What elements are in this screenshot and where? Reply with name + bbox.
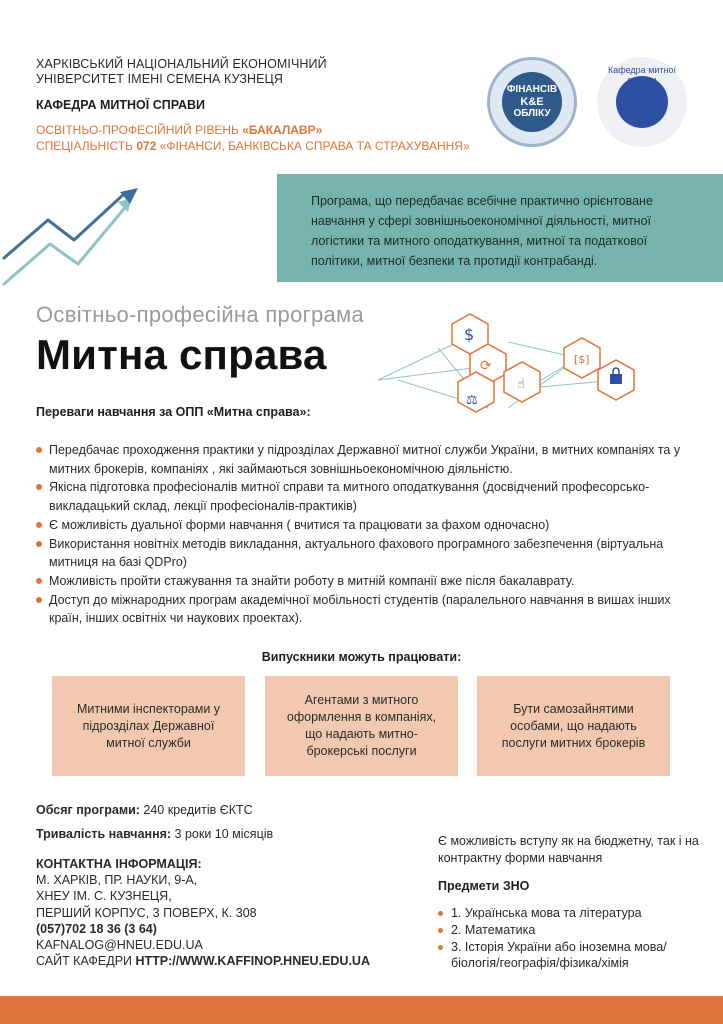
bullet-icon: [438, 928, 443, 933]
bullet-icon: [36, 597, 42, 603]
department-name: КАФЕДРА МИТНОЇ СПРАВИ: [36, 98, 205, 112]
growth-arrows-icon: [0, 186, 150, 296]
bullet-icon: [36, 578, 42, 584]
bullet-icon: [438, 945, 443, 950]
email-link[interactable]: KAFNALOG@HNEU.EDU.UA: [36, 938, 203, 953]
advantages-heading: Переваги навчання за ОПП «Митна справа»:: [36, 405, 311, 419]
university-name: ХАРКІВСЬКИЙ НАЦІОНАЛЬНИЙ ЕКОНОМІЧНИЙ УНІВЕРСИТЕТ ІМЕНІ СЕМЕНА КУЗНЕЦЯ: [36, 57, 327, 86]
svg-text:⟳: ⟳: [480, 358, 492, 374]
program-title: Митна справа: [36, 331, 327, 378]
advantages-list: [36, 441, 686, 628]
list-item: Якісна підготовка професіоналів митної справи та митного оподаткування (досвідчений професорсько-викладацький склад, лекції професіоналів-практиків): [36, 478, 686, 515]
zno-heading: Предмети ЗНО: [438, 879, 530, 893]
bullet-icon: [36, 447, 42, 453]
graduate-option-card: Митними інспекторами у підрозділах Державної митної служби: [52, 676, 245, 776]
bullet-icon: [36, 522, 42, 528]
list-item: Використання новітніх методів викладання, актуального фахового програмного забезпечення (віртуальна митниця на базі QDPro): [36, 535, 686, 572]
zno-list: [438, 905, 708, 972]
bullet-icon: [36, 541, 42, 547]
faculty-logo: ФІНАНСІВ K&E ОБЛІКУ: [487, 57, 577, 147]
department-logo: Кафедра митної справи: [597, 57, 687, 147]
program-facts: Обсяг програми: 240 кредитів ЄКТС Тривалість навчання: 3 роки 10 місяців: [36, 803, 274, 841]
program-subtitle: Освітньо-професійна програма: [36, 302, 364, 327]
svg-text:⚖: ⚖: [466, 393, 478, 408]
svg-text:[$]: [$]: [574, 353, 590, 366]
intro-text: Програма, що передбачає всебічне практично орієнтоване навчання у сфері зовнішньоекономічної діяльності, митної логістики та митного оподаткування, митної та податкової політики, митної безпеки та протидії контрабанді.: [311, 194, 653, 268]
svg-text:$: $: [464, 325, 475, 344]
graduate-option-card: Бути самозайнятими особами, що надають послуги митних брокерів: [477, 676, 670, 776]
svg-text:☝: ☝: [517, 377, 525, 392]
graduates-heading: Випускники можуть працювати:: [261, 650, 462, 664]
website-link[interactable]: HTTP://WWW.KAFFINOP.HNEU.EDU.UA: [135, 954, 370, 969]
level-block: ОСВІТНЬО-ПРОФЕСІЙНИЙ РІВЕНЬ «БАКАЛАВР» СПЕЦІАЛЬНІСТЬ 072 «ФІНАНСИ, БАНКІВСЬКА СПРАВА ТА СТРАХУВАННЯ»: [36, 123, 470, 153]
bullet-icon: [438, 911, 443, 916]
list-item: Є можливість дуальної форми навчання ( вчитися та працювати за фахом одночасно): [36, 516, 686, 535]
list-item: 2. Математика: [438, 922, 708, 939]
bullet-icon: [36, 484, 42, 490]
footer-bar: [0, 996, 723, 1024]
list-item: Передбачає проходження практики у підрозділах Державної митної служби України, в митних компаніях та у митних брокерів, компаніях , які займаються зовнішньоекономічною діяльністю.: [36, 441, 686, 478]
phone-number: (057)702 18 36 (3 64): [36, 921, 157, 936]
list-item: Можливість пройти стажування та знайти роботу в митній компанії вже після бакалаврату.: [36, 572, 686, 591]
hexagon-network-icon: [378, 308, 678, 420]
admission-note: Є можливість вступу як на бюджетну, так і на контрактну форми навчання: [438, 834, 699, 865]
intro-panel: [277, 174, 723, 282]
list-item: Доступ до міжнародних програм академічної мобільності студентів (паралельного навчання в вишах інших країн, інших освітніх чи наукових проектах).: [36, 591, 686, 628]
graduate-option-card: Агентами з митного оформлення в компаніях, що надають митно-брокерські послуги: [265, 676, 458, 776]
list-item: 1. Українська мова та література: [438, 905, 708, 922]
list-item: 3. Історія України або іноземна мова/ біологія/географія/фізика/хімія: [438, 939, 708, 973]
contact-info: КОНТАКТНА ІНФОРМАЦІЯ: М. ХАРКІВ, ПР. НАУКИ, 9-А, ХНЕУ ІМ. С. КУЗНЕЦЯ, ПЕРШИЙ КОРПУС, 3 ПОВЕРХ, К. 308 (057)702 18 36 (3 64) KAFNALOG@HNEU.EDU.UA САЙТ КАФЕДРИ HTTP://WWW.KAFFINOP.HNEU.EDU.UA: [36, 857, 370, 969]
